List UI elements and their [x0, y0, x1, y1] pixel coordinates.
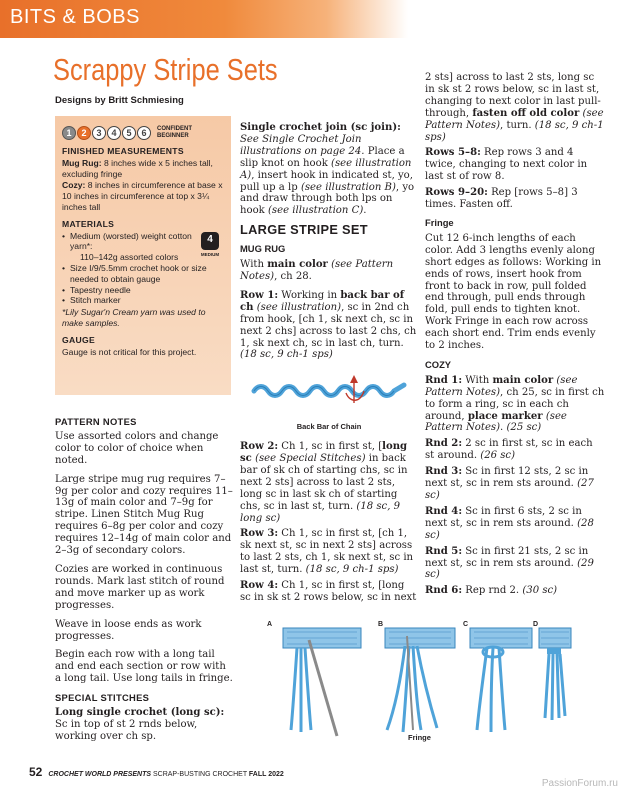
fringe-label-c: C: [463, 621, 469, 628]
text: Rep rows 3 and 4 twice, changing to next color in last st of row 8.: [425, 147, 588, 183]
text: Rep rnd 2.: [462, 585, 523, 597]
lsc-name: Long single crochet (long sc):: [55, 707, 225, 719]
mug-rug-start: [240, 259, 418, 283]
lsc-text: Sc in top of st 2 rnds below, working over ch sp.: [55, 718, 198, 742]
skill-dot-2: 2: [77, 126, 91, 140]
pattern-note: Begin each row with a long tail and end each section or row with a long tail. Use long tails in fringe.: [55, 649, 233, 685]
scj-ref: (see illustration C): [267, 205, 364, 217]
scj-ref: See Single Crochet Join illustrations on page 24.: [240, 133, 365, 157]
row-label: Row 2:: [240, 441, 279, 453]
skill-dot-3: 3: [92, 126, 106, 140]
yarn-note: *Lily Sugar'n Cream yarn was used to make samples.: [62, 307, 206, 328]
text: Ch 1, sc in first st, [long sc in sk st 2 rows below, sc in next: [240, 580, 417, 603]
materials-item: [62, 231, 194, 263]
stitch-count: (18 sc, 9 ch-1 sps): [425, 119, 604, 143]
text: 2 sts] across to last 2 sts, long sc in sk st 2 rows below, sc in last st, changing to next color in last pull-through,: [425, 72, 601, 119]
text-bold: place marker: [467, 410, 543, 422]
row-label: Row 1:: [240, 289, 279, 301]
skill-label-line-2: BEGINNER: [157, 133, 189, 139]
fringe-text: Cut 12 6-inch lengths of each color. Add 3 lengths evenly along short edges as follows: Working in ends of rows, insert hook from front to back in row, pull folded end through, pull ends through fold, pull ends to tighten knot. Work Fringe in each row across each short end. Trim ends evenly to 2 inches.: [425, 232, 602, 352]
row-label: Rnd 3:: [425, 466, 463, 478]
scj-ref: (see illustration B): [300, 181, 396, 193]
section-tag: BITS & BOBS: [10, 6, 140, 28]
row-label: Rnd 2:: [425, 438, 463, 450]
row-label: Rows 5–8:: [425, 147, 481, 159]
text: , ch 25, sc in first ch to form a ring, sc in each ch around,: [425, 386, 605, 422]
text-bold: fasten off old color: [472, 107, 580, 119]
yarn-weight-number: 4: [201, 232, 219, 250]
pattern-note: Weave in loose ends as work progresses.: [55, 618, 202, 642]
pattern-notes-heading: PATTERN NOTES: [55, 416, 137, 427]
row-label: Row 3:: [240, 528, 279, 540]
fringe-label-b: B: [378, 621, 384, 628]
text: With: [240, 259, 268, 271]
materials-heading: MATERIALS: [62, 218, 115, 229]
materials-list: [62, 263, 224, 306]
row-1: [240, 290, 418, 361]
rnd-2: [425, 438, 605, 462]
cozy-label: Cozy:: [62, 180, 86, 191]
column-1: [55, 411, 233, 743]
text: 2 sc in first st, sc in each st around.: [425, 438, 593, 462]
fringe-label-d: D: [533, 621, 539, 628]
rnd-5: [425, 546, 605, 582]
row-label: Rnd 1:: [425, 374, 463, 386]
stitch-count: (25 sc): [506, 422, 542, 434]
stitch-count: (30 sc): [522, 585, 558, 597]
column-2: [240, 122, 418, 604]
fringe-illustration: [265, 618, 575, 738]
materials-item: • Tapestry needle: [62, 285, 224, 296]
skill-dot-5: 5: [122, 126, 136, 140]
row-label: Row 4:: [240, 580, 279, 592]
rnd-4: [425, 506, 605, 542]
pattern-note: Use assorted colors and change color to color of choice when noted.: [55, 430, 219, 466]
rnd-3: [425, 466, 605, 502]
materials-item-text: Medium (worsted) weight cotton yarn*:: [70, 230, 192, 252]
special-stitch-lsc: [55, 707, 233, 743]
text: Ch 1, sc in first st, [: [278, 441, 383, 453]
stitch-count: (18 sc, 9 ch-1 sps): [305, 564, 399, 576]
skill-level: [62, 126, 224, 140]
rnd-1: [425, 375, 605, 435]
page-footer: [29, 765, 284, 779]
rows-5-8: [425, 147, 605, 183]
skill-dot-4: 4: [107, 126, 121, 140]
scj-ref: (see illustration A): [240, 157, 412, 181]
mug-rug-text: 8 inches wide x 5 inches tall, excluding fringe: [62, 157, 213, 179]
scj-text: , insert hook in indicated st, yo, pull up a lp: [240, 169, 413, 193]
stitch-count: (18 sc, 9 ch-1 sps): [240, 349, 333, 361]
fringe-step-b: [385, 628, 455, 732]
text-bold: long sc: [240, 441, 408, 465]
chain-caption: Back Bar of Chain: [296, 422, 362, 432]
text-italic: (see illustration): [256, 301, 342, 313]
finished-measurements-heading: FINISHED MEASUREMENTS: [62, 146, 184, 156]
text: Rep [rows 5–8] 3 times. Fasten off.: [425, 187, 578, 211]
stitch-count: (28 sc): [425, 517, 594, 541]
text-bold: main color: [492, 374, 554, 386]
scj-text: .: [363, 205, 367, 217]
fringe-step-d: [539, 628, 571, 720]
watermark: PassionForum.ru: [541, 778, 618, 789]
fringe-step-c: [470, 628, 532, 732]
pattern-note: Cozies are worked in continuous rounds. Mark last stitch of round and move marker up as work progresses.: [55, 563, 225, 611]
column-3: [425, 72, 605, 597]
footer-season: FALL 2022: [248, 771, 284, 778]
text: , ch 28.: [274, 270, 312, 282]
section-header-band: [0, 0, 408, 38]
scj-name: Single crochet join (sc join):: [240, 122, 401, 133]
text: Sc in first 12 sts, 2 sc in next st, sc in rem sts around.: [425, 466, 589, 490]
stitch-count: (27 sc): [425, 478, 594, 501]
skill-label-line-1: CONFIDENT: [157, 126, 192, 132]
special-stitch-scj: [240, 122, 418, 217]
rows-9-20: [425, 187, 605, 211]
skill-dot-6: 6: [137, 126, 151, 140]
yarn-weight-icon: [198, 231, 222, 255]
stitch-count: (18 sc, 9 long sc): [240, 500, 401, 524]
text: Sc in first 6 sts, 2 sc in next st, sc in rem sts around.: [425, 505, 582, 529]
text-italic: (see Pattern Notes): [240, 259, 394, 282]
text-bold: back bar of ch: [240, 289, 405, 313]
text-italic: (see Special Stitches): [255, 453, 366, 465]
text: , turn.: [500, 119, 535, 131]
footer-issue: SCRAP-BUSTING CROCHET: [151, 771, 249, 778]
fringe-caption: Fringe: [408, 733, 431, 742]
text-italic: (see Pattern Notes): [425, 374, 578, 398]
large-stripe-heading: LARGE STRIPE SET: [240, 222, 368, 238]
scj-text: Place a slip knot on hook: [240, 145, 405, 169]
cozy-heading: COZY: [425, 358, 452, 370]
row-3: [240, 528, 418, 576]
back-bar-chain-illustration: [250, 363, 410, 413]
byline: Designs by Britt Schmiesing: [55, 95, 184, 106]
materials-item: • Stitch marker: [62, 295, 224, 306]
fringe-step-a: [283, 628, 361, 736]
mug-rug-heading: MUG RUG: [240, 243, 286, 255]
materials-item: • Size I/9/5.5mm crochet hook or size needed to obtain gauge: [62, 263, 224, 285]
stitch-count: (26 sc): [480, 450, 516, 462]
text: Working in: [278, 289, 341, 301]
page-number: 52: [29, 765, 43, 779]
fringe-heading: Fringe: [425, 216, 454, 228]
row-label: Rnd 5:: [425, 545, 463, 557]
special-stitches-heading: SPECIAL STITCHES: [55, 692, 150, 704]
page-title: Scrappy Stripe Sets: [53, 52, 278, 87]
text: Ch 1, sc in first st, [ch 1, sk next st, sc in next 2 sts] across to last 2 sts, ch 1, sk next st, sc in last st, turn.: [240, 528, 414, 576]
text: With: [462, 374, 493, 386]
text: Sc in first 21 sts, 2 sc in next st, sc in rem sts around.: [425, 545, 589, 569]
cozy-text: 8 inches in circumference at base x 10 inches in circumference at top x 3¼ inches tall: [62, 180, 223, 212]
materials-sidebar: [55, 116, 231, 395]
text-italic: (see Pattern Notes): [425, 410, 567, 434]
row-4-continued: [425, 72, 605, 143]
gauge-heading: GAUGE: [62, 334, 96, 345]
mug-rug-label: Mug Rug:: [62, 157, 102, 168]
yarn-weight-label: MEDIUM: [200, 251, 220, 257]
materials-list-top: [62, 231, 194, 263]
text: , sc in 2nd ch from hook, [ch 1, sk next ch, sc in next 2 chs] across to last 2 chs, ch 1, sk next ch, sc in last ch, turn.: [240, 301, 417, 349]
stitch-count: (29 sc): [425, 557, 594, 581]
rnd-6: [425, 585, 605, 597]
materials-yarn-row: [62, 231, 224, 263]
row-label: Rnd 4:: [425, 505, 463, 517]
skill-dot-1: 1: [62, 126, 76, 140]
gauge-text: Gauge is not critical for this project.: [62, 346, 197, 357]
pattern-note: Large stripe mug rug requires 7–9g per color and cozy requires 11–13g of main color and 7–9g for stripe. Linen Stitch Mug Rug requires 6–8g per color and cozy requires 12–14g of main color and 2–3g of secondary colors.: [55, 473, 233, 557]
text-italic: (see Pattern Notes): [425, 107, 604, 131]
materials-item-subtext: 110–142g assorted colors: [80, 252, 179, 263]
cozy-measurement: [62, 180, 224, 212]
skill-label: [157, 126, 197, 140]
row-4: [240, 580, 418, 604]
row-label: Rnd 6:: [425, 585, 463, 597]
text-bold: main color: [267, 259, 328, 271]
row-2: [240, 441, 418, 524]
mug-rug-measurement: [62, 158, 224, 180]
text: .: [500, 422, 507, 434]
fringe-label-a: A: [267, 621, 273, 628]
row-label: Rows 9–20:: [425, 187, 488, 199]
text: in back bar of sk ch of starting chs, sc in next 2 sts] across to last 2 sts, long sc in last sk ch of starting chs, sc in last st, turn.: [240, 453, 408, 512]
scj-text: , yo and draw through both lps on hook: [240, 181, 415, 217]
footer-magazine: CROCHET WORLD PRESENTS: [48, 771, 152, 778]
